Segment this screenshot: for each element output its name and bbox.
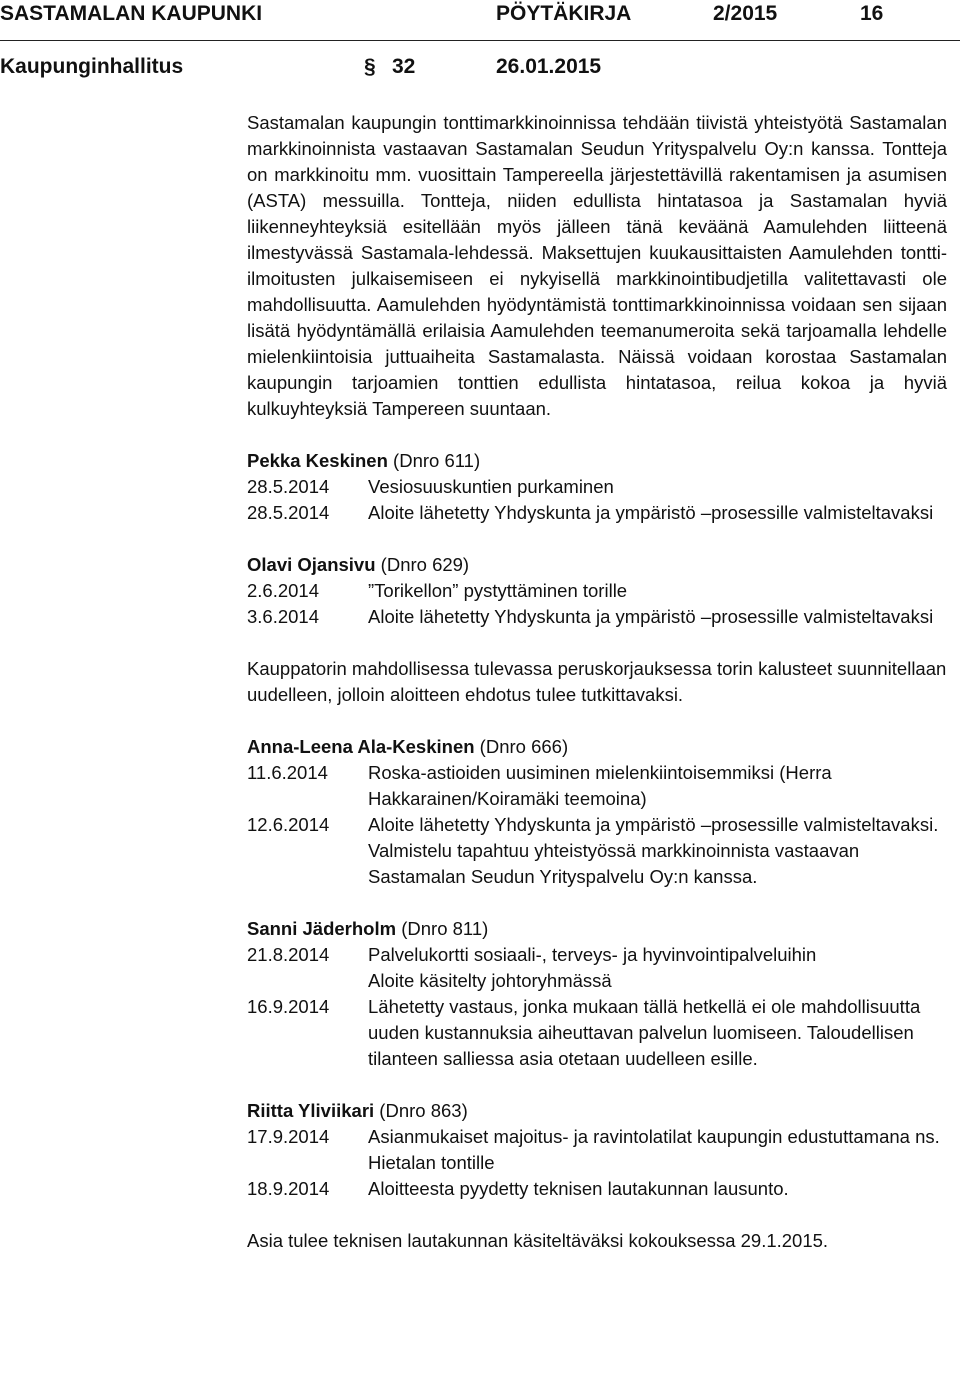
- entry-text: Aloite lähetetty Yhdyskunta ja ympäristö –prosessille valmisteltavaksi. Valmistelu tapahtuu yhteistyössä markkinoinnista vastaavan Sastamalan Seudun Yrityspalvelu Oy:n kanssa.: [368, 814, 939, 887]
- initiative-section: [247, 1098, 947, 1254]
- entry-date: 11.6.2014: [247, 762, 328, 783]
- organization-name: SASTAMALAN KAUPUNKI: [0, 2, 263, 25]
- dnro-number: (Dnro 811): [396, 918, 489, 939]
- section-heading: [247, 916, 947, 942]
- entry-date: 28.5.2014: [247, 476, 330, 497]
- entry-date: [247, 968, 368, 994]
- entry-text: Vesiosuuskuntien purkaminen: [368, 476, 614, 497]
- document-type: PÖYTÄKIRJA: [496, 2, 632, 25]
- entry-row: [247, 812, 947, 890]
- entry-row: [247, 760, 947, 812]
- dnro-number: (Dnro 863): [374, 1100, 468, 1121]
- entry-date: 2.6.2014: [247, 580, 320, 601]
- section-heading: [247, 1098, 947, 1124]
- body-name: Kaupunginhallitus: [0, 55, 184, 78]
- section-heading: [247, 552, 947, 578]
- initiative-section: [247, 448, 947, 526]
- initiative-section: [247, 916, 947, 1072]
- header-divider: [0, 40, 960, 41]
- entry-text: Aloite lähetetty Yhdyskunta ja ympäristö –prosessille valmisteltavaksi: [368, 606, 934, 627]
- entry-text: ”Torikellon” pystyttäminen torille: [368, 580, 628, 601]
- entry-text: Lähetetty vastaus, jonka mukaan tällä hetkellä ei ole mahdollisuutta uuden kustannuksia aiheuttavan palvelun luomiseen. Taloudellisen tilanteen salliessa asia otetaan uudelleen esille.: [368, 996, 921, 1069]
- councillor-name: Sanni Jäderholm: [247, 918, 397, 939]
- dnro-number: (Dnro 611): [387, 450, 481, 471]
- document-body: [247, 110, 947, 1254]
- initiative-section: [247, 552, 947, 708]
- section-note: Kauppatorin mahdollisessa tulevassa peruskorjauksessa torin kalusteet suunnitellaan uudelleen, jolloin aloitteen ehdotus tulee tutkittavaksi.: [247, 658, 947, 705]
- entry-text: Aloite lähetetty Yhdyskunta ja ympäristö –prosessille valmisteltavaksi: [368, 502, 934, 523]
- entry-row: [247, 942, 947, 968]
- entry-row: [247, 604, 947, 630]
- entry-text: Roska-astioiden uusiminen mielenkiintoisemmiksi (Herra Hakkarainen/Koiramäki teemoina): [368, 762, 832, 809]
- entry-text: Aloitteesta pyydetty teknisen lautakunnan lausunto.: [368, 1178, 789, 1199]
- councillor-name: Pekka Keskinen: [247, 450, 388, 471]
- entry-text: Aloite käsitelty johtoryhmässä: [368, 970, 612, 991]
- councillor-name: Riitta Yliviikari: [247, 1100, 375, 1121]
- entry-date: 3.6.2014: [247, 606, 320, 627]
- section-note: Asia tulee teknisen lautakunnan käsiteltäväksi kokouksessa 29.1.2015.: [247, 1230, 829, 1251]
- councillor-name: Olavi Ojansivu: [247, 554, 376, 575]
- entry-date: 21.8.2014: [247, 944, 330, 965]
- entry-date: 18.9.2014: [247, 1178, 330, 1199]
- section-symbol: §: [364, 55, 376, 78]
- entry-row: [247, 1176, 947, 1202]
- entry-row: [247, 500, 947, 526]
- entry-date: 16.9.2014: [247, 996, 330, 1017]
- entry-text: Asianmukaiset majoitus- ja ravintolatilat kaupungin edustuttamana ns. Hietalan tontille: [368, 1126, 940, 1173]
- section-heading: [247, 448, 947, 474]
- entry-row: [247, 578, 947, 604]
- document-header: [0, 0, 960, 90]
- entry-row: [247, 968, 947, 994]
- dnro-number: (Dnro 666): [474, 736, 569, 757]
- page-number: 16: [860, 2, 884, 25]
- section-number: 32: [392, 55, 416, 78]
- entry-date: 17.9.2014: [247, 1126, 330, 1147]
- intro-paragraph: Sastamalan kaupungin tonttimarkkinoinnissa tehdään tiivistä yhteistyötä Sastamalan markkinoinnista vastaavan Sastamalan Seudun Yrityspalvelu Oy:n kanssa. Tontteja on markkinoitu mm. vuosittain Tampereella järjestettävillä rakentamisen ja asumisen (ASTA) messuilla. Tontteja, niiden edullista hintatasoa ja Sastamalan hyviä liikenneyhteyksiä esitellään myös jälleen tänä keväänä Aamulehden liitteenä ilmestyvässä Sastamala-lehdessä. Maksettujen kuukausittaisten Aamulehden tontti-ilmoitusten julkaisemiseen ei nykyisellä markkinointibudjetilla valitettavasti ole mahdollisuutta. Aamulehden hyödyntämistä tonttimarkkinoinnissa voidaan sen sijaan lisätä hyödyntämällä erilaisia Aamulehden teemanumeroita sekä tarjoamalla lehdelle mielenkiintoisia juttuaiheita Sastamalasta. Näissä voidaan korostaa Sastamalan kaupungin tarjoamien tonttien edullista hintatasoa, reilua kokoa ja hyviä kulkuyhteyksiä Tampereen suuntaan.: [247, 112, 947, 419]
- entry-text: Palvelukortti sosiaali-, terveys- ja hyvinvointipalveluihin: [368, 944, 817, 965]
- initiative-sections: [247, 448, 947, 1254]
- councillor-name: Anna-Leena Ala-Keskinen: [247, 736, 475, 757]
- entry-row: [247, 1124, 947, 1176]
- section-heading: [247, 734, 947, 760]
- entry-date: 28.5.2014: [247, 502, 330, 523]
- entry-row: [247, 994, 947, 1072]
- entry-date: 12.6.2014: [247, 814, 330, 835]
- document-number: 2/2015: [713, 2, 778, 25]
- initiative-section: [247, 734, 947, 890]
- meeting-date: 26.01.2015: [496, 55, 602, 78]
- entry-row: [247, 474, 947, 500]
- dnro-number: (Dnro 629): [375, 554, 470, 575]
